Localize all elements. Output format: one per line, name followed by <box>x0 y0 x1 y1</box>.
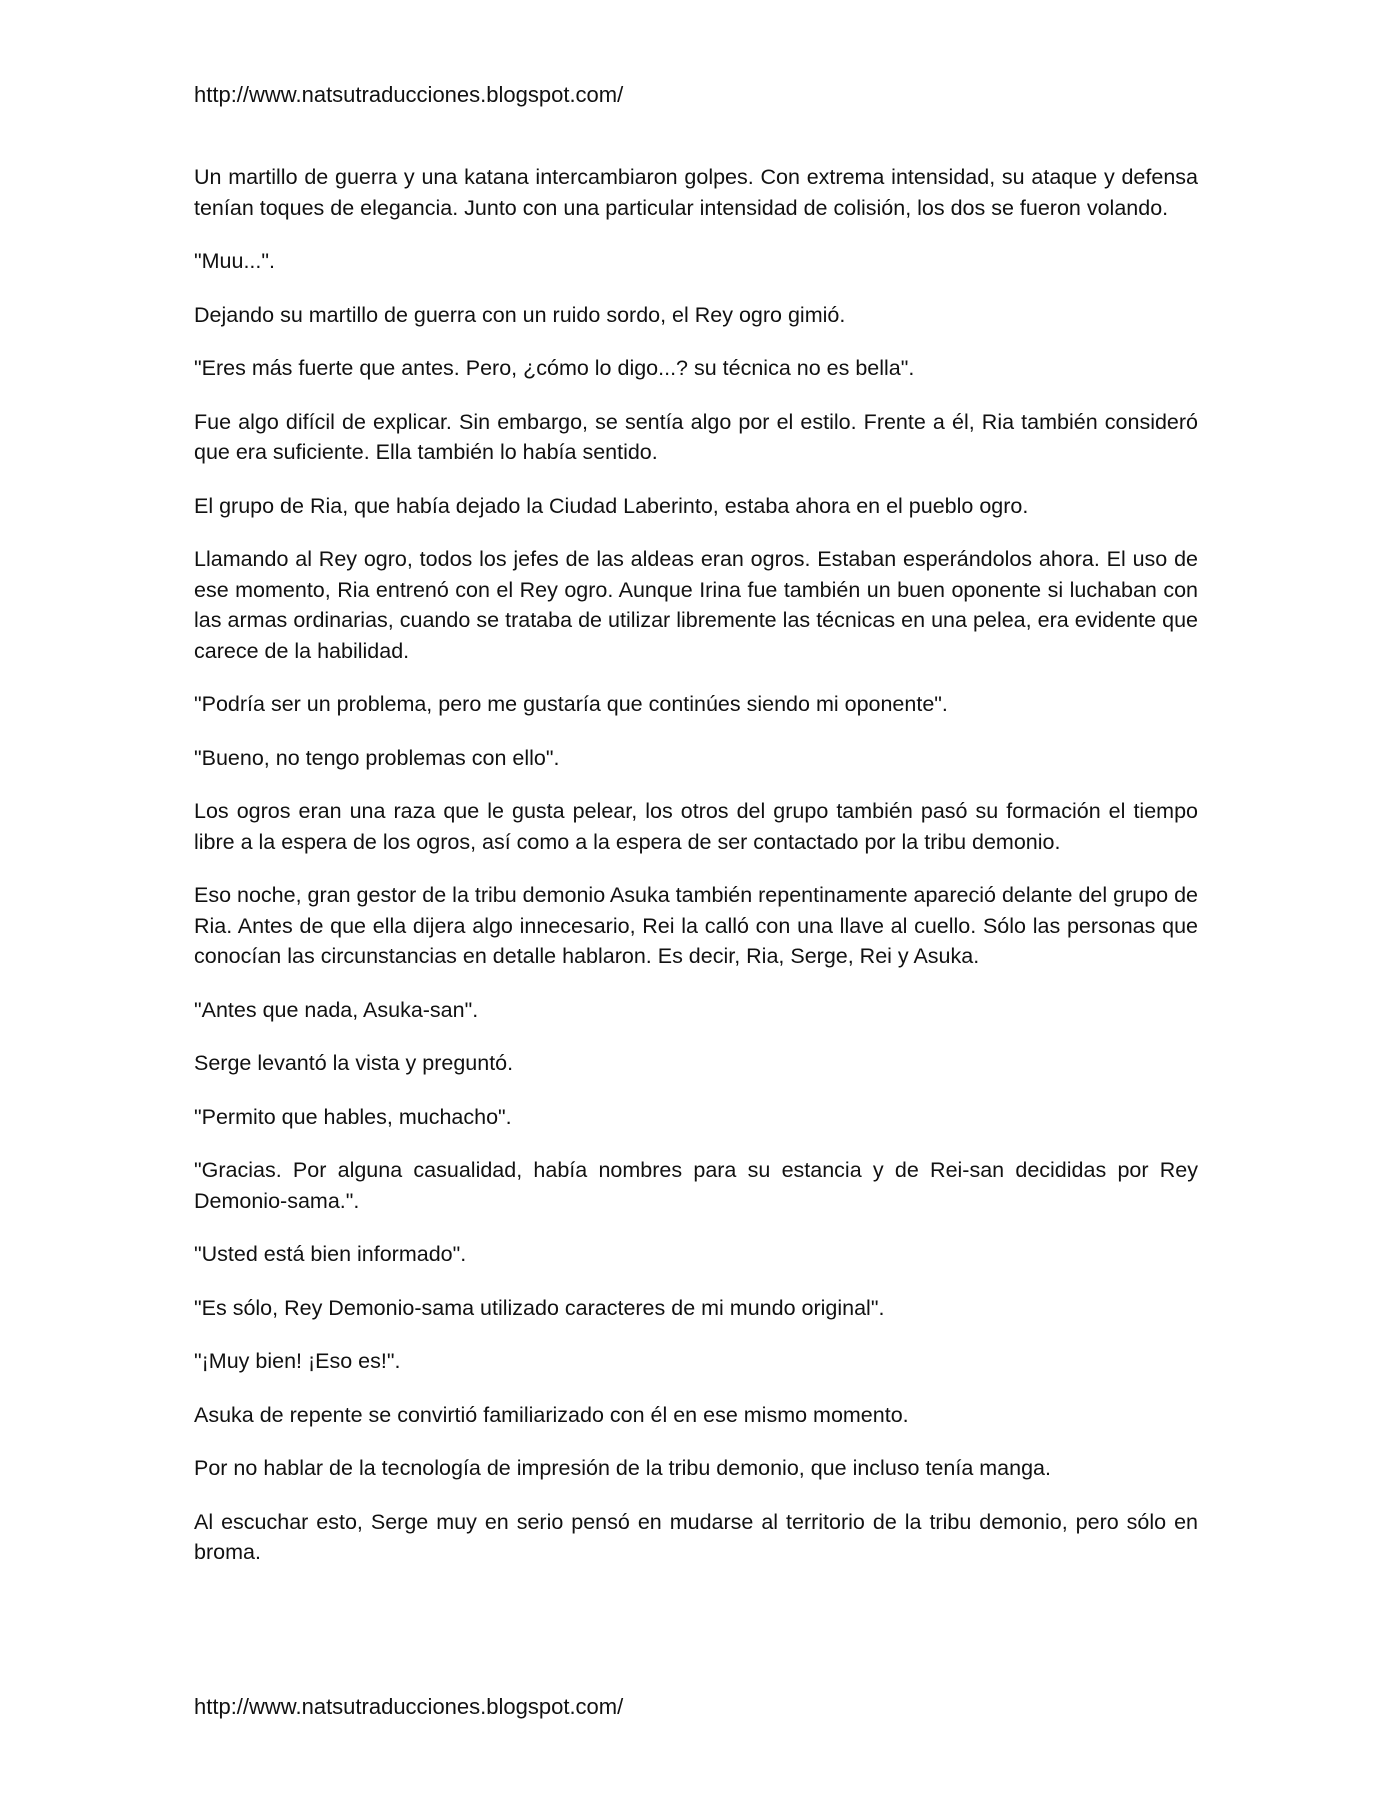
paragraph: "Antes que nada, Asuka-san". <box>194 997 479 1022</box>
footer-url-text: http://www.natsutraducciones.blogspot.com/ <box>194 1694 624 1719</box>
paragraph: "Es sólo, Rey Demonio-sama utilizado caracteres de mi mundo original". <box>194 1295 885 1320</box>
paragraph: El grupo de Ria, que había dejado la Ciudad Laberinto, estaba ahora en el pueblo ogro. <box>194 493 1029 518</box>
paragraph: "Bueno, no tengo problemas con ello". <box>194 745 560 770</box>
document-body <box>194 162 1198 1591</box>
paragraph: "Gracias. Por alguna casualidad, había nombres para su estancia y de Rei-san decididas por Rey Demonio-sama.". <box>194 1158 1198 1213</box>
paragraph: Eso noche, gran gestor de la tribu demonio Asuka también repentinamente apareció delante del grupo de Ria. Antes de que ella dijera algo innecesario, Rei la calló con una llave al cuello. Sólo las personas que conocían las circunstancias en detalle hablaron. Es decir, Ria, Serge, Rei y Asuka. <box>194 883 1199 968</box>
paragraph: Dejando su martillo de guerra con un ruido sordo, el Rey ogro gimió. <box>194 302 846 327</box>
paragraph: "Eres más fuerte que antes. Pero, ¿cómo lo digo...? su técnica no es bella". <box>194 356 915 380</box>
paragraph: "Permito que hables, muchacho". <box>194 1104 512 1129</box>
header-url-text: http://www.natsutraducciones.blogspot.com/ <box>194 82 624 107</box>
paragraph: Por no hablar de la tecnología de impresión de la tribu demonio, que incluso tenía manga. <box>194 1456 1051 1480</box>
paragraph: Fue algo difícil de explicar. Sin embargo, se sentía algo por el estilo. Frente a él, Ria también consideró que era suficiente. Ella también lo había sentido. <box>194 409 1198 464</box>
paragraph: "Muu...". <box>194 249 275 273</box>
paragraph: Serge levantó la vista y preguntó. <box>194 1051 514 1075</box>
paragraph: Al escuchar esto, Serge muy en serio pensó en mudarse al territorio de la tribu demonio, pero sólo en broma. <box>194 1509 1198 1564</box>
paragraph: "Podría ser un problema, pero me gustaría que continúes siendo mi oponente". <box>194 692 948 716</box>
paragraph: "Usted está bien informado". <box>194 1242 467 1266</box>
paragraph: Asuka de repente se convirtió familiarizado con él en ese mismo momento. <box>194 1402 909 1427</box>
paragraph: Un martillo de guerra y una katana intercambiaron golpes. Con extrema intensidad, su ataque y defensa tenían toques de elegancia. Junto con una particular intensidad de colisión, los dos se fueron volando. <box>194 165 1198 220</box>
paragraph: "¡Muy bien! ¡Eso es!". <box>194 1349 401 1373</box>
paragraph: Llamando al Rey ogro, todos los jefes de las aldeas eran ogros. Estaban esperándolos ahora. El uso de ese momento, Ria entrenó con el Rey ogro. Aunque Irina fue también un buen oponente si luchaban con las armas ordinarias, cuando se trataba de utilizar libremente las técnicas en una pelea, era evidente que carece de la habilidad. <box>194 547 1198 663</box>
paragraph: Los ogros eran una raza que le gusta pelear, los otros del grupo también pasó su formación el tiempo libre a la espera de los ogros, así como a la espera de ser contactado por la tribu demonio. <box>194 799 1198 854</box>
